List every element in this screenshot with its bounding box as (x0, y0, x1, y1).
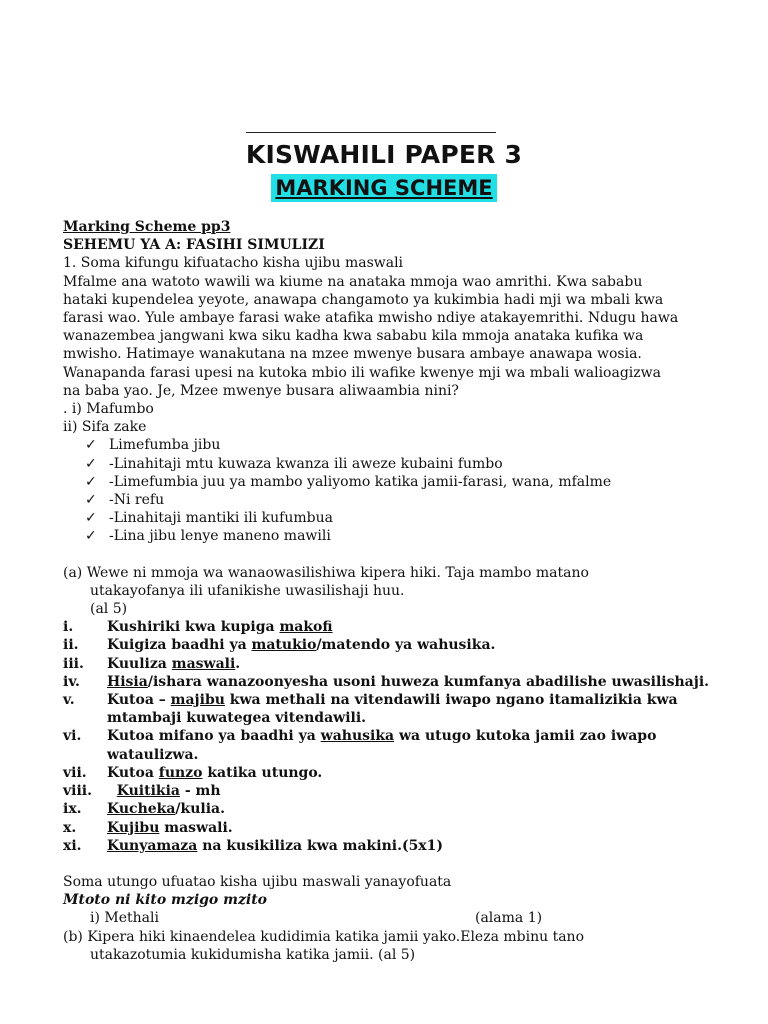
list-item: ✓ -Linahitaji mtu kuwaza kwanza ili aweze kubaini fumbo (85, 455, 503, 472)
passage-line: na baba yao. Je, Mzee mwenye busara aliwaambia nini? (63, 382, 459, 399)
document-title: KISWAHILI PAPER 3 (245, 140, 523, 169)
list-item: viii. Kuitikia - mh (63, 783, 221, 800)
passage-line: Wanapanda farasi upesi na kutoka mbio ili wafike kwenye mji wa mbali walioagizwa (63, 364, 661, 381)
document-subtitle: MARKING SCHEME (271, 174, 496, 202)
passage-line: mwisho. Hatimaye wanakutana na mzee mwenye busara ambaye anawapa wosia. (63, 346, 642, 363)
question-b-line2: utakazotumia kukidumisha katika jamii. (al 5) (90, 946, 416, 963)
list-item: v. Kutoa – majibu kwa methali na vitendawili iwapo ngano itamalizikia kwa mtambaji kuwategea vitendawili. (63, 692, 678, 727)
list-item: vi. Kutoa mifano ya baadhi ya wahusika wa utugo kutoka jamii zao iwapo wataulizwa. (63, 728, 657, 763)
answer-i: . i) Mafumbo (63, 401, 154, 418)
passage (63, 273, 743, 400)
spacer (63, 855, 743, 873)
list-item: ✓ -Limefumbia juu ya mambo yaliyomo katika jamii-farasi, wana, mfalme (85, 473, 612, 490)
scheme-label: Marking Scheme pp3 (63, 219, 231, 235)
methali-marks: (alama 1) (475, 910, 543, 927)
part2-instruction: Soma utungo ufuatao kisha ujibu maswali yanayofuata (63, 873, 452, 890)
list-item: iii. Kuuliza maswali. (63, 655, 241, 672)
check-icon: ✓ (85, 473, 97, 490)
spacer (63, 546, 743, 564)
passage-line: hataki kupendelea yeyote, anawapa changamoto ya kukimbia hadi mji wa mbali kwa (63, 291, 664, 308)
question-a-line1: (a) Wewe ni mmoja wa wanaowasilishiwa kipera hiki. Taja mambo matano (63, 564, 589, 581)
list-item: ✓ -Lina jibu lenye maneno mawili (85, 528, 331, 545)
list-item: ✓ Limefumba jibu (85, 437, 221, 454)
passage-line: Mfalme ana watoto wawili wa kiume na anataka mmoja wao amrithi. Kwa sababu (63, 273, 643, 290)
subtitle-wrap (0, 174, 768, 202)
question-a-marks: (al 5) (90, 601, 128, 618)
list-item: vii. Kutoa funzo katika utungo. (63, 764, 323, 781)
list-item: x. Kujibu maswali. (63, 819, 233, 836)
list-item: xi. Kunyamaza na kusikiliza kwa makini.(5x1) (63, 837, 444, 854)
question-a-line2: utakayofanya ili ufanikishe uwasilishaji huu. (90, 582, 405, 599)
check-icon: ✓ (85, 455, 97, 472)
question-b-line1: (b) Kipera hiki kinaendelea kudidimia katika jamii yako.Eleza mbinu tano (63, 928, 585, 945)
answer-ii: ii) Sifa zake (63, 419, 147, 436)
passage-line: farasi wao. Yule ambaye farasi wake atafika mwisho ndiye atakayemrithi. Ndugu hawa (63, 310, 679, 327)
methali-label: i) Methali (90, 910, 159, 927)
passage-line: wanazembea jangwani kwa siku kadha kwa sababu kila mmoja anataka kufika wa (63, 328, 644, 345)
list-item: ✓ -Linahitaji mantiki ili kufumbua (85, 510, 333, 527)
question-1: 1. Soma kifungu kifuatacho kisha ujibu maswali (63, 255, 404, 272)
section-heading: SEHEMU YA A: FASIHI SIMULIZI (63, 237, 325, 254)
check-icon: ✓ (85, 510, 97, 527)
list-item: iv. Hisia/ishara wanazoonyesha usoni huweza kumfanya abadilishe uwasilishaji. (63, 673, 710, 690)
list-item: ✓ -Ni refu (85, 492, 165, 509)
sifa-list (63, 436, 743, 545)
answers-a-list (63, 618, 743, 855)
header-rule (246, 132, 496, 133)
list-item: ix. Kucheka/kulia. (63, 801, 225, 818)
document-body (63, 218, 743, 964)
part2-quote: Mtoto ni kito mzigo mzito (63, 892, 268, 909)
check-icon: ✓ (85, 492, 97, 509)
check-icon: ✓ (85, 528, 97, 545)
list-item: i. Kushiriki kwa kupiga makofi (63, 619, 333, 636)
methali-row (63, 909, 743, 927)
check-icon: ✓ (85, 437, 97, 454)
list-item: ii. Kuigiza baadhi ya matukio/matendo ya wahusika. (63, 637, 496, 654)
